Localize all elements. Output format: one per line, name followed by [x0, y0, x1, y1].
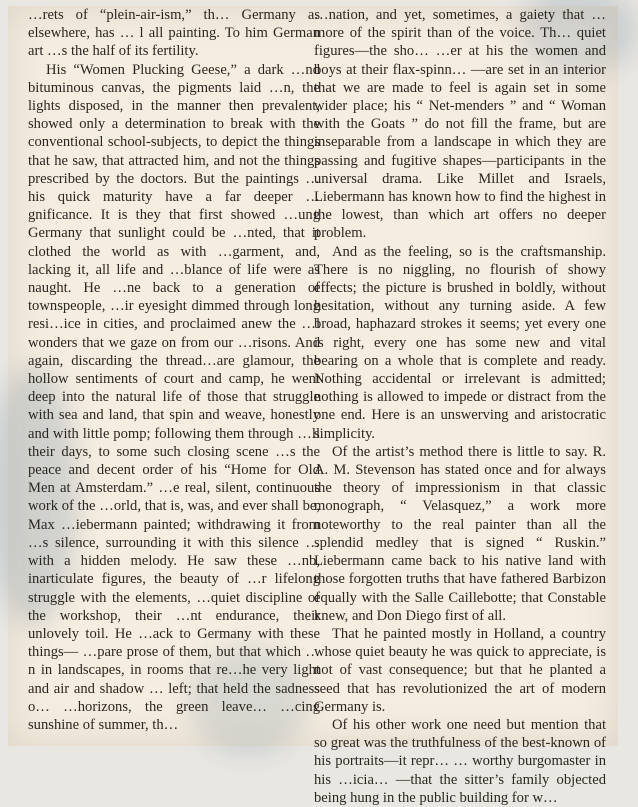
paragraph: Of the artist’s method there is little to say. R. A. M. Stevenson has stated once and for always the theory of impressionism in that classic monograph, “ Velasquez,” a work more noteworthy to the real painter than all the splendid medley that is signed “ Ruskin.” Liebermann came back to his native land with those forgotten truths that have fathered Barbizon equally with the Salle Caillebotte; that Constable knew, and Don Diego first of all. — [314, 443, 606, 624]
paragraph: And as the feeling, so is the craftsmanship. There is no niggling, no flourish of showy effects; the picture is brushed in boldly, without hesitation, without any turning aside. A few broad, haphazard strokes it seems; yet every one is right, every one has some new and vital bearing on a whole that is complete and ready. Nothing accidental or irrelevant is admitted; nothing is allowed to impede or distract from the one end. Here is an unswerving and aristocratic simplicity. — [314, 243, 606, 442]
paragraph: Of his other work one need but mention that so great was the truthfulness of the best-known of his portraits—it repr… … worthy burgomaster in his …icia… —that the sitter’s family objected being hung in the public building for w… — [314, 716, 606, 806]
right-column — [314, 6, 606, 807]
paragraph: That he painted mostly in Holland, a country whose quiet beauty he was quick to appreciate, is not of vast consequence; but that he planted a seed that has revolutionized the art of modern Germany is. — [314, 625, 606, 715]
paragraph: His “Women Plucking Geese,” a dark …nd bituminous canvas, the pigments laid …n, the lights disposed, in the manner then prevalent, showed only a determination to break with the conventional school-subjects, to depict the things that he saw, that attracted him, and not the things prescribed by the doctors. But the paintings … his quick maturity have a far deeper …gnificance. It is they that first showed …ung Germany that sunlight could be …nted, that it clothed the world as with …garment, and, lacking it, all life and …blance of life were as naught. He …ne back to a generation of townspeople, …ir eyesight dimmed through long resi…ice in cities, and proclaimed anew the …l wonders that we gaze on from our …risons. And again, discarding the thread…are glamour, the hollow sentiments of court and camp, he went deep into the natural life of those that struggle with sea and land, that spin and weave, honestly and with little pomp; following them through …ll their days, to some such closing scene …s the peace and decent order of his “Home for Old Men at Amsterdam.” …e real, silent, continuous work of the …orld, that is, was, and ever shall be, Max …iebermann painted; withdrawing it from …s silence, surrounding it with this silence … with a hidden melody. He saw these …nb, inarticulate figures, the beauty of …r lifelong struggle with the elements, …quiet discipline of the workshop, their …nt endurance, their unlovely toil. He …ack to Germany with these things— …pare prose of them, but that which …n in landscapes, in rooms that re…he very light and air and shadow … left; that held the sadness o… …horizons, the green leave… …cing sunshine of summer, th… — [28, 61, 320, 733]
paragraph: …nation, and yet, sometimes, a gaiety that … more of the spirit than of the voice. Th… quiet figures—the sho… …er at his the women and boys at their flax-spinn… —are set in an interior that we are made to feel is again set in some wider place; his “ Net-menders ” and “ Woman with the Goats ” do not fill the frame, but are inseparable from a landscape in which they are passing and fugitive shapes—participants in the universal drama. Like Millet and Israels, Liebermann has known how to find the highest in the lowest, than which art offers no deeper problem. — [314, 7, 606, 242]
paragraph: …rets of “plein-air-ism,” th… Germany as elsewhere, has … l all painting. To him German art …s the half of its fertility. — [28, 7, 320, 60]
left-column — [28, 6, 320, 734]
document-page — [8, 6, 618, 806]
